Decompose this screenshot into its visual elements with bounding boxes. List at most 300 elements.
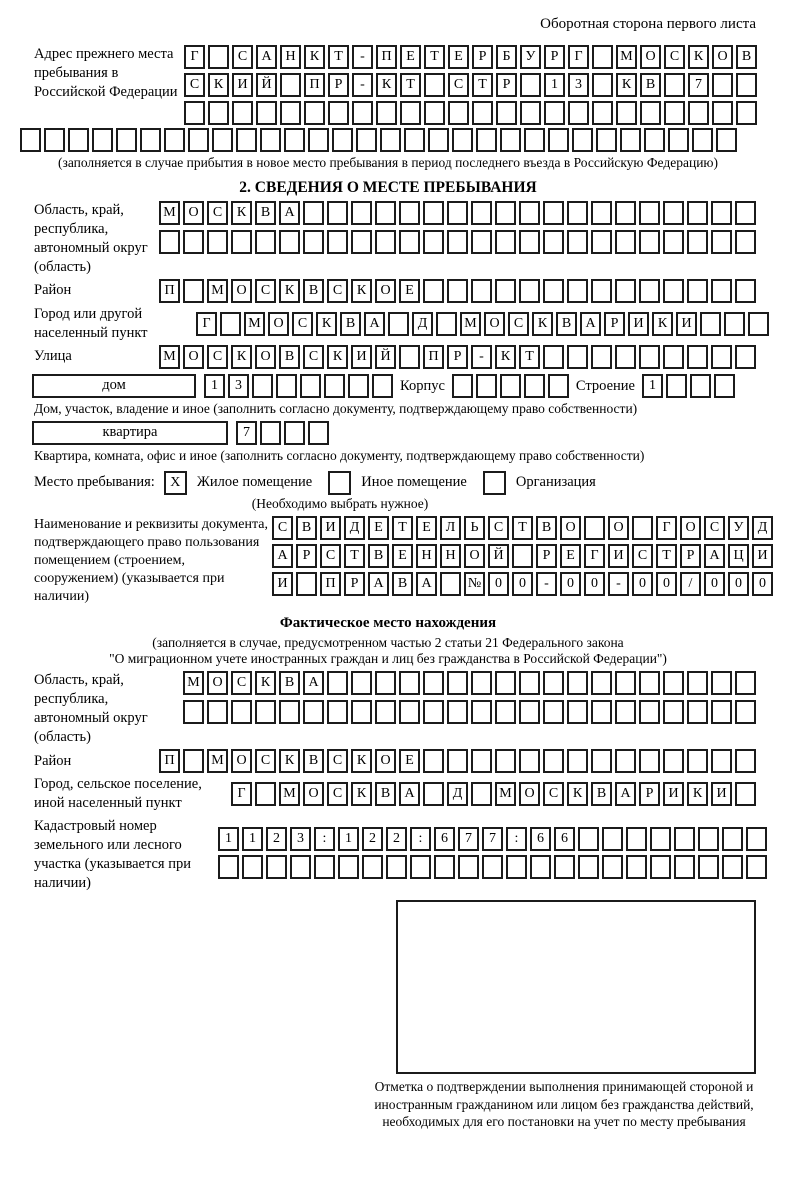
char-box: О	[183, 345, 204, 369]
char-box	[400, 101, 421, 125]
char-box: 2	[362, 827, 383, 851]
char-box	[332, 128, 353, 152]
char-box	[666, 374, 687, 398]
char-box: С	[664, 45, 685, 69]
char-box	[452, 374, 473, 398]
char-box	[328, 101, 349, 125]
char-box	[543, 201, 564, 225]
char-box	[375, 700, 396, 724]
char-box: 1	[338, 827, 359, 851]
char-box	[284, 421, 305, 445]
char-box	[500, 128, 521, 152]
char-box	[591, 700, 612, 724]
char-box	[140, 128, 161, 152]
char-box: Й	[375, 345, 396, 369]
char-box: 6	[434, 827, 455, 851]
checkbox-zhiloe: X	[164, 471, 187, 495]
char-box	[568, 101, 589, 125]
char-box	[620, 128, 641, 152]
char-box: К	[495, 345, 516, 369]
char-box: Т	[512, 516, 533, 540]
char-box	[351, 671, 372, 695]
char-box	[256, 101, 277, 125]
char-box	[664, 101, 685, 125]
option-label-organizatsiya: Организация	[515, 474, 596, 491]
char-box: Е	[400, 45, 421, 69]
char-box	[578, 855, 599, 879]
char-box: Р	[447, 345, 468, 369]
char-box: И	[752, 544, 773, 568]
char-box: А	[272, 544, 293, 568]
actual-city-label: Город, сельское поселение, иной населенный пункт	[34, 776, 202, 812]
char-box	[639, 700, 660, 724]
char-box	[471, 279, 492, 303]
char-box: К	[616, 73, 637, 97]
char-box: И	[351, 345, 372, 369]
char-box: Е	[560, 544, 581, 568]
char-box	[711, 700, 732, 724]
char-box: И	[320, 516, 341, 540]
char-box	[375, 671, 396, 695]
char-box	[314, 855, 335, 879]
char-box	[471, 201, 492, 225]
char-box	[543, 671, 564, 695]
char-box: 7	[236, 421, 257, 445]
char-box	[208, 45, 229, 69]
char-box	[399, 201, 420, 225]
char-box	[276, 374, 297, 398]
char-box	[423, 230, 444, 254]
city-boxes	[196, 312, 769, 336]
char-box: Д	[412, 312, 433, 336]
char-box	[184, 101, 205, 125]
char-box: С	[327, 782, 348, 806]
char-box: Р	[328, 73, 349, 97]
char-box: 6	[530, 827, 551, 851]
char-box	[220, 312, 241, 336]
char-box	[543, 749, 564, 773]
char-box	[252, 374, 273, 398]
char-box: М	[616, 45, 637, 69]
stay-type-note: (Необходимо выбрать нужное)	[251, 495, 429, 511]
char-box	[663, 345, 684, 369]
char-box: О	[712, 45, 733, 69]
char-box	[399, 671, 420, 695]
char-box	[327, 230, 348, 254]
char-box	[327, 700, 348, 724]
char-box	[183, 749, 204, 773]
char-box	[687, 201, 708, 225]
char-box	[279, 700, 300, 724]
char-box: К	[376, 73, 397, 97]
char-box: О	[207, 671, 228, 695]
char-box	[567, 700, 588, 724]
char-box	[324, 374, 345, 398]
char-box	[280, 73, 301, 97]
char-box	[640, 101, 661, 125]
char-box: Е	[399, 279, 420, 303]
char-box	[348, 374, 369, 398]
char-box	[448, 101, 469, 125]
char-box: 7	[482, 827, 503, 851]
char-box	[698, 827, 719, 851]
char-box: М	[495, 782, 516, 806]
char-box	[724, 312, 745, 336]
char-box: И	[608, 544, 629, 568]
char-box: К	[316, 312, 337, 336]
district-label: Район	[34, 282, 72, 299]
char-box	[663, 671, 684, 695]
cadastral-boxes-row-1	[218, 827, 767, 851]
actual-location-note-2: "О миграционном учете иностранных граждан и лиц без гражданства в Российской Федерации")	[109, 651, 667, 667]
char-box	[602, 855, 623, 879]
char-box: М	[159, 201, 180, 225]
char-box	[404, 128, 425, 152]
char-box	[698, 855, 719, 879]
prev-address-block	[20, 45, 756, 125]
char-box: О	[608, 516, 629, 540]
char-box: /	[680, 572, 701, 596]
char-box: В	[556, 312, 577, 336]
char-box	[183, 279, 204, 303]
char-box: К	[351, 749, 372, 773]
char-box: В	[303, 279, 324, 303]
char-box: 2	[266, 827, 287, 851]
char-box	[554, 855, 575, 879]
char-box: Р	[604, 312, 625, 336]
char-box	[255, 782, 276, 806]
char-box: А	[580, 312, 601, 336]
char-box	[338, 855, 359, 879]
char-box: А	[279, 201, 300, 225]
region-label: Область, край, республика, автономный округ (область)	[34, 202, 148, 275]
apartment-block	[32, 421, 756, 445]
char-box: П	[304, 73, 325, 97]
char-box	[188, 128, 209, 152]
char-box	[388, 312, 409, 336]
char-box	[615, 201, 636, 225]
region-block	[20, 201, 756, 277]
char-box: К	[351, 279, 372, 303]
char-box: К	[208, 73, 229, 97]
char-box: Р	[680, 544, 701, 568]
char-box: 0	[488, 572, 509, 596]
char-box: М	[279, 782, 300, 806]
char-box	[207, 230, 228, 254]
char-box	[543, 700, 564, 724]
char-box	[615, 749, 636, 773]
char-box: Д	[447, 782, 468, 806]
char-box	[519, 230, 540, 254]
char-box: Р	[639, 782, 660, 806]
actual-city-boxes	[231, 782, 756, 806]
char-box	[543, 279, 564, 303]
house-block	[32, 374, 756, 398]
char-box: С	[320, 544, 341, 568]
stroenie-label: Строение	[575, 377, 635, 394]
char-box: О	[255, 345, 276, 369]
district-boxes	[159, 279, 756, 303]
char-box: Ь	[464, 516, 485, 540]
char-box: И	[711, 782, 732, 806]
char-box	[592, 73, 613, 97]
char-box: У	[728, 516, 749, 540]
char-box: С	[543, 782, 564, 806]
char-box	[506, 855, 527, 879]
char-box	[500, 374, 521, 398]
char-box	[519, 201, 540, 225]
char-box	[495, 671, 516, 695]
char-box	[303, 700, 324, 724]
char-box	[495, 749, 516, 773]
document-boxes-row-2	[272, 544, 773, 568]
char-box	[591, 279, 612, 303]
char-box: Р	[544, 45, 565, 69]
char-box	[356, 128, 377, 152]
char-box	[495, 700, 516, 724]
char-box	[476, 374, 497, 398]
char-box: 0	[752, 572, 773, 596]
char-box: 0	[560, 572, 581, 596]
char-box	[644, 128, 665, 152]
char-box	[280, 101, 301, 125]
char-box	[687, 279, 708, 303]
char-box	[471, 230, 492, 254]
char-box	[300, 374, 321, 398]
char-box: Й	[256, 73, 277, 97]
char-box: В	[736, 45, 757, 69]
char-box: Т	[328, 45, 349, 69]
char-box: 1	[204, 374, 225, 398]
char-box	[714, 374, 735, 398]
char-box	[711, 230, 732, 254]
stroenie-boxes	[642, 374, 735, 398]
char-box	[260, 128, 281, 152]
char-box: М	[207, 279, 228, 303]
char-box	[602, 827, 623, 851]
char-box	[447, 230, 468, 254]
char-box: М	[207, 749, 228, 773]
char-box	[266, 855, 287, 879]
char-box: :	[314, 827, 335, 851]
char-box	[736, 101, 757, 125]
char-box	[471, 749, 492, 773]
char-box: К	[327, 345, 348, 369]
prev-address-boxes-row-2	[184, 73, 757, 97]
char-box	[639, 279, 660, 303]
char-box: Г	[584, 544, 605, 568]
char-box	[520, 101, 541, 125]
char-box	[690, 374, 711, 398]
char-box: С	[184, 73, 205, 97]
char-box: В	[536, 516, 557, 540]
char-box	[447, 700, 468, 724]
char-box	[424, 101, 445, 125]
char-box: С	[704, 516, 725, 540]
char-box	[543, 345, 564, 369]
actual-region-block	[20, 671, 756, 747]
char-box	[735, 700, 756, 724]
char-box: Р	[472, 45, 493, 69]
char-box: Т	[519, 345, 540, 369]
char-box	[712, 101, 733, 125]
char-box: Т	[344, 544, 365, 568]
char-box: К	[351, 782, 372, 806]
char-box	[548, 128, 569, 152]
checkbox-organizatsiya	[483, 471, 506, 495]
char-box	[519, 279, 540, 303]
cadastral-label: Кадастровый номер земельного или лесного участка (указывается при наличии)	[34, 818, 191, 892]
char-box	[748, 312, 769, 336]
actual-region-rows	[183, 671, 756, 724]
char-box	[183, 230, 204, 254]
char-box	[711, 201, 732, 225]
char-box	[687, 671, 708, 695]
char-box: О	[183, 201, 204, 225]
char-box: Б	[496, 45, 517, 69]
actual-district-label: Район	[34, 752, 72, 769]
char-box	[424, 73, 445, 97]
char-box	[746, 827, 767, 851]
char-box: 0	[656, 572, 677, 596]
char-box: С	[292, 312, 313, 336]
apartment-number-boxes	[236, 421, 329, 445]
char-box	[735, 671, 756, 695]
char-box: М	[183, 671, 204, 695]
document-boxes-row-3	[272, 572, 773, 596]
char-box	[208, 101, 229, 125]
char-box	[663, 749, 684, 773]
char-box: С	[207, 345, 228, 369]
char-box: М	[460, 312, 481, 336]
char-box	[650, 827, 671, 851]
char-box: К	[567, 782, 588, 806]
char-box: А	[256, 45, 277, 69]
cadastral-boxes-row-2	[218, 855, 767, 879]
char-box	[674, 855, 695, 879]
char-box	[362, 855, 383, 879]
char-box	[512, 544, 533, 568]
char-box	[615, 671, 636, 695]
char-box	[458, 855, 479, 879]
char-box: С	[303, 345, 324, 369]
char-box	[735, 782, 756, 806]
prev-address-note: (заполняется в случае прибытия в новое место пребывания в период последнего въезда в Российскую Федерацию)	[57, 155, 719, 170]
char-box	[663, 201, 684, 225]
char-box: П	[423, 345, 444, 369]
char-box: А	[416, 572, 437, 596]
char-box	[591, 201, 612, 225]
char-box: С	[232, 45, 253, 69]
char-box	[290, 855, 311, 879]
char-box: 0	[704, 572, 725, 596]
char-box	[736, 73, 757, 97]
char-box	[722, 855, 743, 879]
char-box	[524, 128, 545, 152]
char-box	[692, 128, 713, 152]
char-box	[711, 345, 732, 369]
char-box: О	[640, 45, 661, 69]
korpus-boxes	[452, 374, 569, 398]
char-box	[592, 45, 613, 69]
region-boxes-row-2	[159, 230, 756, 254]
char-box: М	[159, 345, 180, 369]
district-block	[20, 279, 756, 303]
char-box: Е	[392, 544, 413, 568]
char-box: С	[488, 516, 509, 540]
char-box	[303, 201, 324, 225]
actual-region-boxes-row-2	[183, 700, 756, 724]
char-box	[212, 128, 233, 152]
house-type-box: дом	[32, 374, 196, 398]
option-label-inoe: Иное помещение	[361, 474, 467, 491]
char-box	[255, 230, 276, 254]
char-box	[260, 421, 281, 445]
apartment-note: Квартира, комната, офис и иное (заполнить согласно документу, подтверждающему право собственности)	[34, 447, 645, 463]
actual-location-note-1: (заполняется в случае, предусмотренном частью 2 статьи 21 Федерального закона	[152, 635, 624, 651]
char-box: Т	[392, 516, 413, 540]
city-label: Город или другой населенный пункт	[34, 305, 148, 341]
document-boxes-row-1	[272, 516, 773, 540]
char-box: Г	[656, 516, 677, 540]
char-box: В	[255, 201, 276, 225]
char-box: Й	[488, 544, 509, 568]
char-box	[380, 128, 401, 152]
char-box	[615, 345, 636, 369]
char-box: №	[464, 572, 485, 596]
char-box	[447, 201, 468, 225]
char-box	[663, 700, 684, 724]
char-box	[735, 279, 756, 303]
char-box	[410, 855, 431, 879]
actual-location-title: Фактическое место нахождения	[279, 615, 497, 632]
char-box: 1	[642, 374, 663, 398]
char-box	[524, 374, 545, 398]
char-box	[436, 312, 457, 336]
street-label: Улица	[34, 348, 72, 365]
char-box	[232, 101, 253, 125]
char-box: 2	[386, 827, 407, 851]
char-box	[626, 827, 647, 851]
char-box: Т	[424, 45, 445, 69]
cadastral-rows	[218, 817, 767, 879]
char-box	[447, 749, 468, 773]
char-box: Г	[568, 45, 589, 69]
char-box: К	[255, 671, 276, 695]
char-box	[543, 230, 564, 254]
char-box: И	[676, 312, 697, 336]
stay-type-block	[34, 471, 756, 495]
char-box	[596, 128, 617, 152]
char-box: Г	[231, 782, 252, 806]
char-box	[664, 73, 685, 97]
char-box	[68, 128, 89, 152]
char-box: -	[608, 572, 629, 596]
char-box	[303, 230, 324, 254]
char-box: Р	[496, 73, 517, 97]
char-box: К	[688, 45, 709, 69]
char-box: А	[364, 312, 385, 336]
char-box: П	[159, 279, 180, 303]
char-box: О	[268, 312, 289, 336]
stamp-caption: Отметка о подтверждении выполнения принимающей стороной и иностранным гражданином или лицом без гражданства действий, необходимых для его постановки на учет по месту пребывания	[374, 1079, 754, 1129]
char-box	[386, 855, 407, 879]
char-box: 6	[554, 827, 575, 851]
char-box	[615, 230, 636, 254]
char-box: О	[303, 782, 324, 806]
char-box	[567, 345, 588, 369]
char-box: -	[352, 45, 373, 69]
